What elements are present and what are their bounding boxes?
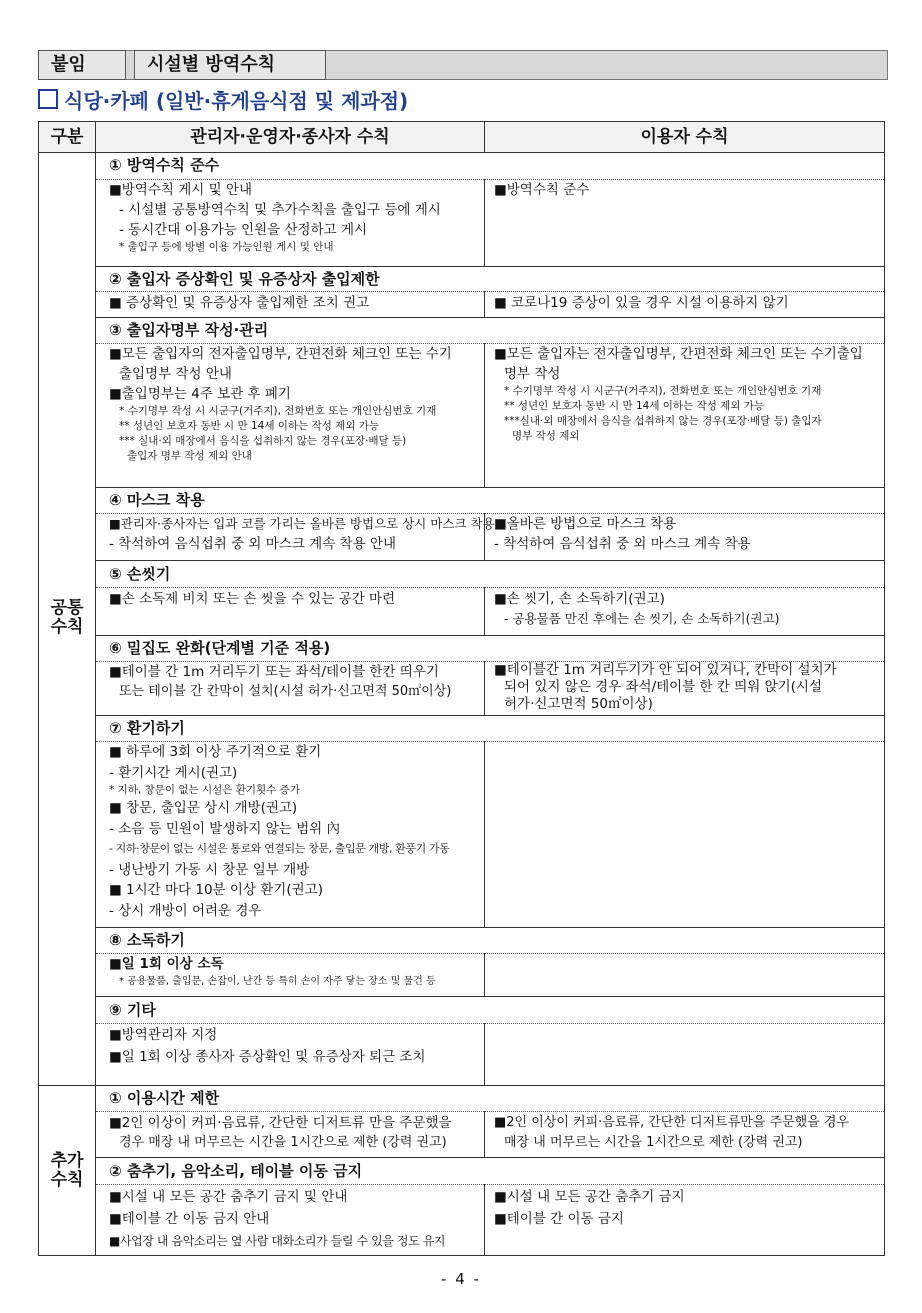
rule-note: 출입자 명부 작성 제외 안내 bbox=[127, 450, 252, 462]
rule-text: - 소음 등 민원이 발생하지 않는 범위 內 bbox=[109, 820, 340, 837]
section-title-others: ⑨ 기타 bbox=[109, 1001, 156, 1019]
rule-text: ■ 증상확인 및 유증상자 출입제한 조치 권고 bbox=[109, 295, 370, 311]
user-cell-visitor-log bbox=[494, 344, 879, 444]
section-title-ventilation: ⑦ 환기하기 bbox=[109, 719, 185, 737]
rule-text: 매장 내 머무르는 시간을 1시간으로 제한 (강력 권고) bbox=[504, 1135, 803, 1150]
manager-cell-disinfection bbox=[109, 954, 479, 989]
user-cell-dancing-ban bbox=[494, 1186, 879, 1230]
rule-note: ** 성년인 보호자 동반 시 만 14세 이하는 작성 제외 가능 bbox=[119, 420, 380, 432]
rule-text: ■테이블 간 이동 금지 안내 bbox=[109, 1211, 270, 1227]
rule-note: * 공용물품, 출입문, 손잡이, 난간 등 특히 손이 자주 닿는 장소 및 물건 등 bbox=[119, 976, 436, 987]
dotted-divider bbox=[96, 1111, 884, 1112]
manager-cell-mask bbox=[109, 514, 495, 554]
rule-text: 출입명부 작성 안내 bbox=[119, 366, 232, 382]
group-label-additional: 추가 수칙 bbox=[50, 1151, 84, 1190]
column-divider bbox=[484, 179, 485, 266]
rule-text: ■모든 출입자는 전자출입명부, 간편전화 체크인 또는 수기출입 bbox=[494, 346, 863, 362]
section-title-dancing-ban: ② 춤추기, 음악소리, 테이블 이동 금지 bbox=[109, 1162, 363, 1180]
user-cell-handwash bbox=[494, 589, 879, 629]
header-column-divider bbox=[484, 122, 485, 152]
rule-text: ■일 1회 이상 소독 bbox=[109, 956, 224, 972]
manager-cell-ventilation bbox=[109, 742, 481, 921]
column-divider bbox=[484, 513, 485, 560]
section-divider bbox=[96, 487, 884, 488]
rule-text: ■손 소독제 비치 또는 손 씻을 수 있는 공간 마련 bbox=[109, 591, 396, 607]
rules-table bbox=[38, 121, 885, 1256]
column-divider bbox=[484, 661, 485, 715]
rule-note: ** 성년인 보호자 동반 시 만 14세 이하는 작성 제외 가능 bbox=[504, 400, 765, 412]
rule-text: - 착석하여 음식섭취 중 외 마스크 계속 착용 안내 bbox=[109, 536, 396, 552]
manager-cell-visitor-log bbox=[109, 344, 479, 464]
user-cell-notice bbox=[494, 180, 879, 200]
user-cell-time-limit bbox=[494, 1113, 879, 1153]
section-divider bbox=[96, 996, 884, 997]
rule-text: - 냉난방기 가동 시 창문 일부 개방 bbox=[109, 861, 310, 878]
rule-text: ■일 1회 이상 종사자 증상확인 및 유증상자 퇴근 조치 bbox=[109, 1049, 426, 1065]
user-cell-mask bbox=[494, 514, 879, 554]
rule-text: ■ 1시간 마다 10분 이상 환기(권고) bbox=[109, 882, 323, 898]
rule-text: ■방역수칙 게시 및 안내 bbox=[109, 182, 252, 198]
rule-text: ■모든 출입자의 전자출입명부, 간편전화 체크인 또는 수기 bbox=[109, 346, 452, 362]
dotted-divider bbox=[96, 1184, 884, 1185]
rule-text: - 동시간대 이용가능 인원을 산정하고 게시 bbox=[119, 222, 368, 238]
rule-text: - 시설별 공통방역수칙 및 추가수칙을 출입구 등에 게시 bbox=[119, 202, 441, 218]
dotted-divider bbox=[96, 291, 884, 292]
rule-text: ■손 씻기, 손 소독하기(권고) bbox=[494, 591, 665, 607]
rule-text: ■올바른 방법으로 마스크 착용 bbox=[494, 516, 677, 532]
manager-cell-time-limit bbox=[109, 1113, 479, 1153]
column-divider bbox=[484, 343, 485, 487]
section-title-handwash: ⑤ 손씻기 bbox=[109, 565, 171, 583]
rule-text: ■시설 내 모든 공간 춤추기 금지 및 안내 bbox=[109, 1189, 348, 1205]
column-header-manager: 관리자·운영자·종사자 수칙 bbox=[96, 122, 484, 152]
manager-cell-symptom-check bbox=[109, 293, 479, 313]
user-cell-density bbox=[494, 662, 879, 713]
rule-text: ■테이블 간 1m 거리두기 또는 좌석/테이블 한칸 띄우기 bbox=[109, 664, 439, 680]
rule-text: ■출입명부는 4주 보관 후 폐기 bbox=[109, 386, 291, 402]
manager-cell-density bbox=[109, 662, 479, 702]
rule-text: ■방역관리자 지정 bbox=[109, 1027, 218, 1043]
section-title-disinfection: ⑧ 소독하기 bbox=[109, 931, 185, 949]
rule-text: ■테이블간 1m 거리두기가 안 되어 있거나, 칸막이 설치가 bbox=[494, 662, 837, 678]
header-title: 시설별 방역수칙 bbox=[134, 50, 326, 80]
manager-cell-others bbox=[109, 1025, 479, 1067]
column-divider bbox=[484, 741, 485, 927]
rule-text: ■사업장 내 음악소리는 옆 사람 대화소리가 들릴 수 있을 정도 유지 bbox=[109, 1234, 446, 1248]
rule-text: ■ 하루에 3회 이상 주기적으로 환기 bbox=[109, 744, 322, 760]
column-header-user: 이용자 수칙 bbox=[485, 122, 884, 152]
rule-text: ■2인 이상이 커피·음료류, 간단한 디저트류 만을 주문했을 bbox=[109, 1115, 452, 1131]
column-divider bbox=[484, 291, 485, 317]
section-divider bbox=[96, 560, 884, 561]
rule-text: ■방역수칙 준수 bbox=[494, 182, 590, 198]
section-title-notice: ① 방역수칙 준수 bbox=[109, 156, 220, 174]
rule-text: ■관리자·종사자는 입과 코를 가리는 올바른 방법으로 상시 마스크 착용 bbox=[109, 516, 495, 531]
rule-note: *** 실내·외 매장에서 음식을 섭취하지 않는 경우(포장·배달 등) bbox=[119, 435, 407, 447]
rule-text: - 환기시간 게시(권고) bbox=[109, 764, 238, 781]
dotted-divider bbox=[96, 587, 884, 588]
attachment-tag: 붙임 bbox=[38, 50, 126, 80]
dotted-divider bbox=[96, 1023, 884, 1024]
column-divider bbox=[484, 1111, 485, 1157]
rule-text: - 지하·창문이 없는 시설은 통로와 연결되는 창문, 출입문 개방, 환풍기 가동 bbox=[109, 842, 450, 855]
section-title-time-limit: ① 이용시간 제한 bbox=[109, 1089, 220, 1107]
rule-text: - 공용물품 만진 후에는 손 씻기, 손 소독하기(권고) bbox=[504, 611, 780, 626]
section-divider bbox=[96, 1157, 884, 1158]
rule-text: - 상시 개방이 어려운 경우 bbox=[109, 902, 262, 919]
rule-note: ***실내·외 매장에서 음식을 섭취하지 않는 경우(포장·배달 등) 출입자 bbox=[504, 415, 822, 427]
rule-note: * 출입구 등에 방별 이용 가능인원 게시 및 안내 bbox=[119, 241, 334, 253]
rule-text: ■ 창문, 출입문 상시 개방(권고) bbox=[109, 800, 298, 816]
rule-note: * 수기명부 작성 시 시군구(거주지), 전화번호 또는 개인안심번호 기재 bbox=[504, 385, 822, 397]
user-cell-symptom-check bbox=[494, 293, 879, 313]
rule-text: 경우 매장 내 머무르는 시간을 1시간으로 제한 (강력 권고) bbox=[119, 1135, 447, 1150]
section-title-density: ⑥ 밀집도 완화(단계별 기준 적용) bbox=[109, 639, 331, 657]
header-strip bbox=[38, 50, 888, 80]
heading-text: 식당·카페 (일반·휴게음식점 및 제과점) bbox=[64, 89, 409, 113]
rule-text: 허가·신고면적 50㎡이상) bbox=[504, 696, 653, 712]
rule-note: 명부 작성 제외 bbox=[512, 430, 580, 442]
checkbox-square-icon bbox=[38, 89, 58, 109]
rule-text: ■테이블 간 이동 금지 bbox=[494, 1211, 624, 1227]
manager-cell-handwash bbox=[109, 589, 479, 609]
column-header-category: 구분 bbox=[39, 122, 95, 152]
rule-text: 명부 작성 bbox=[504, 366, 561, 382]
rule-text: ■ 코로나19 증상이 있을 경우 시설 이용하지 않기 bbox=[494, 295, 789, 311]
rule-text: - 착석하여 음식섭취 중 외 마스크 계속 착용 bbox=[494, 536, 751, 552]
section-title-symptom-check: ② 출입자 증상확인 및 유증상자 출입제한 bbox=[109, 270, 380, 288]
column-divider bbox=[484, 1184, 485, 1255]
section-divider bbox=[96, 927, 884, 928]
page-number: - 4 - bbox=[441, 1270, 481, 1288]
section-heading bbox=[38, 88, 408, 114]
rule-note: * 지하, 창문이 없는 시설은 환기횟수 증가 bbox=[109, 784, 300, 796]
rule-text: 또는 테이블 간 칸막이 설치(시설 허가·신고면적 50㎡이상) bbox=[119, 684, 452, 699]
manager-cell-dancing-ban bbox=[109, 1186, 481, 1252]
rule-text: 되어 있지 않은 경우 좌석/테이블 한 칸 띄워 앉기(시설 bbox=[504, 679, 823, 695]
group-label-common: 공통 수칙 bbox=[50, 598, 84, 637]
column-divider bbox=[484, 587, 485, 635]
manager-cell-notice bbox=[109, 180, 479, 255]
column-divider bbox=[484, 1023, 485, 1085]
rule-text: ■시설 내 모든 공간 춤추기 금지 bbox=[494, 1189, 685, 1205]
section-divider bbox=[96, 715, 884, 716]
rule-text: ■2인 이상이 커피·음료류, 간단한 디저트류만을 주문했을 경우 bbox=[494, 1115, 850, 1130]
rule-note: * 수기명부 작성 시 시군구(거주지), 전화번호 또는 개인안심번호 기재 bbox=[119, 405, 437, 417]
column-divider bbox=[484, 953, 485, 996]
section-title-mask: ④ 마스크 착용 bbox=[109, 491, 205, 509]
section-title-visitor-log: ③ 출입자명부 작성·관리 bbox=[109, 321, 269, 339]
